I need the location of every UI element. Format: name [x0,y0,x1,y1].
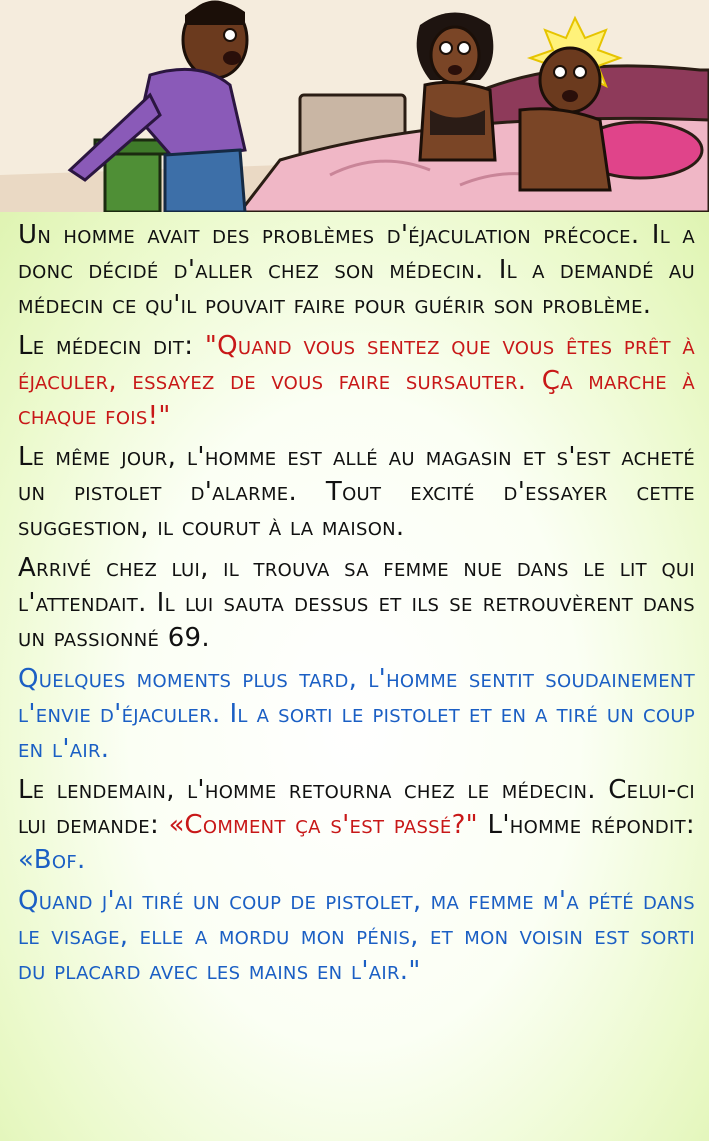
story-text-6c: L'homme répondit: [477,810,695,840]
comic-scene [0,0,709,212]
man-answer-quote: Quand j'ai tiré un coup de pistolet, ma femme m'a pété dans le visage, elle a mordu mon pénis, et mon voisin est sorti du placard avec les mains en l'air." [18,886,695,986]
story-paragraph-7 [18,884,695,989]
number-69: 69. [167,623,210,653]
doctor-said-label: Le médecin dit: [18,331,205,361]
story-paragraph-5 [18,662,695,767]
story-text-1: Un homme avait des problèmes d'éjaculation précoce. Il a donc décidé d'aller chez son médecin. Il a demandé au médecin ce qu'il pouvait faire pour guérir son problème. [18,220,695,320]
story-text-panel [0,212,709,1141]
story-text-5: Quelques moments plus tard, l'homme sentit soudainement l'envie d'éjaculer. Il a sorti le pistolet et en a tiré un coup en l'air. [18,664,695,764]
doctor-question-quote: «Comment ça s'est passé?" [168,810,478,840]
doctor-advice-quote: "Quand vous sentez que vous êtes prêt à éjaculer, essayez de vous faire sursauter. Ça marche à chaque fois!" [18,331,695,431]
story-paragraph-6 [18,773,695,878]
man-answer-start: «Bof. [18,845,86,875]
story-paragraph-3 [18,440,695,545]
story-paragraph-2 [18,329,695,434]
story-text-3: Le même jour, l'homme est allé au magasin et s'est acheté un pistolet d'alarme. Tout excité d'essayer cette suggestion, il courut à la maison. [18,442,695,542]
story-text-6a: Le lendemain, l'homme retourna chez le médecin. Celui-ci lui demande: [18,775,695,840]
story-paragraph-4 [18,551,695,656]
comic-illustration [0,0,709,212]
story-paragraph-1 [18,218,695,323]
story-text-4: Arrivé chez lui, il trouva sa femme nue dans le lit qui l'attendait. Il lui sauta dessus et ils se retrouvèrent dans un passionné [18,553,695,653]
